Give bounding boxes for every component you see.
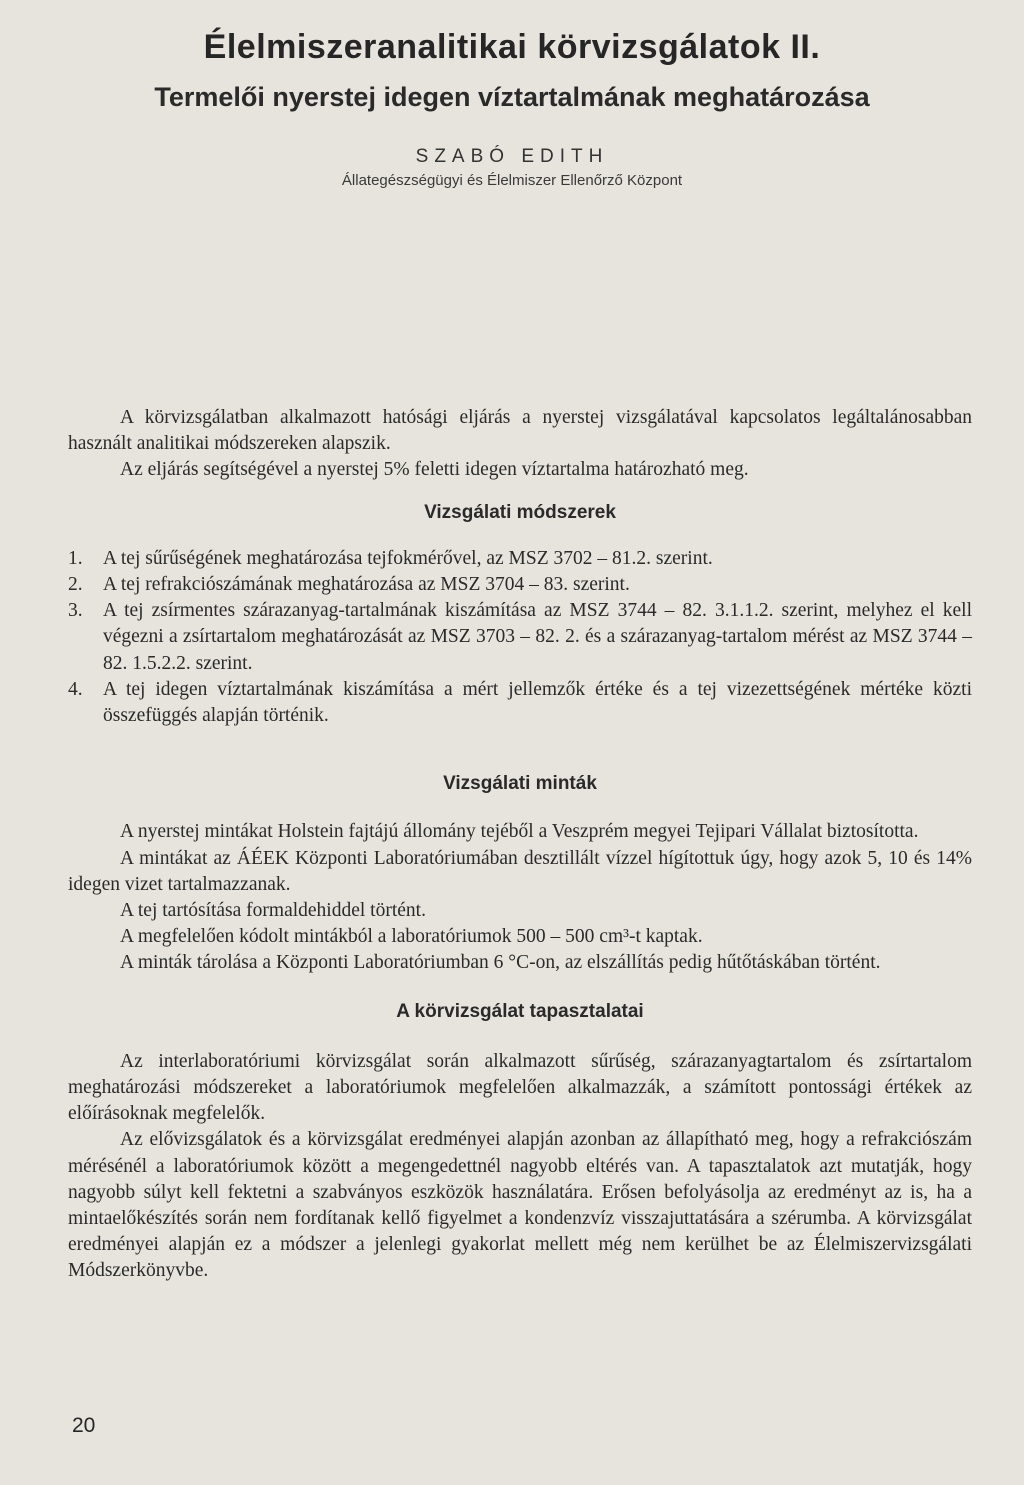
list-item [68, 677, 972, 729]
samples-paragraph: A tej tartósítása formaldehiddel történt. [120, 900, 426, 922]
list-item-number: 4. [68, 678, 83, 700]
list-item-text: A tej sűrűségének meghatározása tejfokmérővel, az MSZ 3702 – 81.2. szerint. [103, 547, 713, 569]
samples-paragraph: A mintákat az ÁÉEK Központi Laboratóriumában desztillált vízzel hígítottuk úgy, hogy azok 5, 10 és 14% idegen vizet tartalmazzanak. [68, 847, 972, 895]
section-heading-samples: Vizsgálati minták [443, 773, 597, 795]
list-item-number: 1. [68, 547, 83, 569]
list-item-number: 2. [68, 574, 83, 596]
article-title: Élelmiszeranalitikai körvizsgálatok II. [203, 28, 821, 66]
page-number: 20 [72, 1414, 96, 1437]
list-item-text: A tej idegen víztartalmának kiszámítása a mért jellemzők értéke és a tej vizezettségének mértéke közti összefüggés alapján történik. [103, 678, 972, 727]
author-affiliation: Állategészségügyi és Élelmiszer Ellenőrző Központ [341, 172, 683, 189]
list-item-text: A tej zsírmentes szárazanyag-tartalmának kiszámítása az MSZ 3744 – 82. 3.1.1.2. szerint, melyhez el kell végezni a zsírtartalom meghatározását az MSZ 3703 – 82. 2. és a szárazanyag-tartalom mérést az MSZ 3744 – 82. 1.5.2.2. szerint. [103, 600, 972, 674]
intro-paragraph: A körvizsgálatban alkalmazott hatósági eljárás a nyerstej vizsgálatával kapcsolatos legáltalánosabban használt analitikai módszereken alapszik. [68, 407, 972, 455]
results-paragraph: Az elővizsgálatok és a körvizsgálat eredményei alapján azonban az állapítható meg, hogy a refrakciószám mérésénél a laboratóriumok között a megengedettnél nagyobb eltérés van. A tapasztalatok azt mutatják, hogy nagyobb súlyt kell fektetni a szabványos eszközök használatára. Erősen befolyásolja az eredményt az is, ha a mintaelőkészítés során nem fordítanak kellő figyelmet a kondenzvíz visszajuttatására a szérumba. A körvizsgálat eredményei alapján ez a módszer a jelenlegi gyakorlat mellett még nem kerülhet be az Élelmiszervizsgálati Módszerkönyvbe. [68, 1129, 972, 1282]
samples-paragraph: A minták tárolása a Központi Laboratóriumban 6 °C-on, az elszállítás pedig hűtőtáskában történt. [120, 952, 881, 974]
article-body [68, 405, 972, 1285]
samples-paragraph: A nyerstej mintákat Holstein fajtájú állomány tejéből a Veszprém megyei Tejipari Vállalat biztosította. [120, 821, 919, 843]
list-item [68, 598, 972, 677]
section-heading-results: A körvizsgálat tapasztalatai [396, 1000, 644, 1022]
intro-paragraph: Az eljárás segítségével a nyerstej 5% feletti idegen víztartalma határozható meg. [120, 459, 749, 481]
list-item-number: 3. [68, 600, 83, 622]
list-item [68, 572, 972, 598]
methods-list [68, 546, 972, 729]
article-subtitle: Termelői nyerstej idegen víztartalmának meghatározása [154, 82, 870, 112]
samples-paragraph: A megfelelően kódolt mintákból a laboratóriumok 500 – 500 cm³-t kaptak. [120, 926, 703, 948]
results-paragraph: Az interlaboratóriumi körvizsgálat során alkalmazott sűrűség, szárazanyagtartalom és zsírtartalom meghatározási módszereket a laboratóriumok megfelelően alkalmazzák, a számított pontossági értékek az előírásoknak megfelelők. [68, 1050, 972, 1125]
list-item [68, 546, 972, 572]
author-name: SZABÓ EDITH [415, 146, 609, 167]
list-item-text: A tej refrakciószámának meghatározása az MSZ 3704 – 83. szerint. [103, 574, 630, 596]
section-heading-methods: Vizsgálati módszerek [424, 501, 616, 523]
